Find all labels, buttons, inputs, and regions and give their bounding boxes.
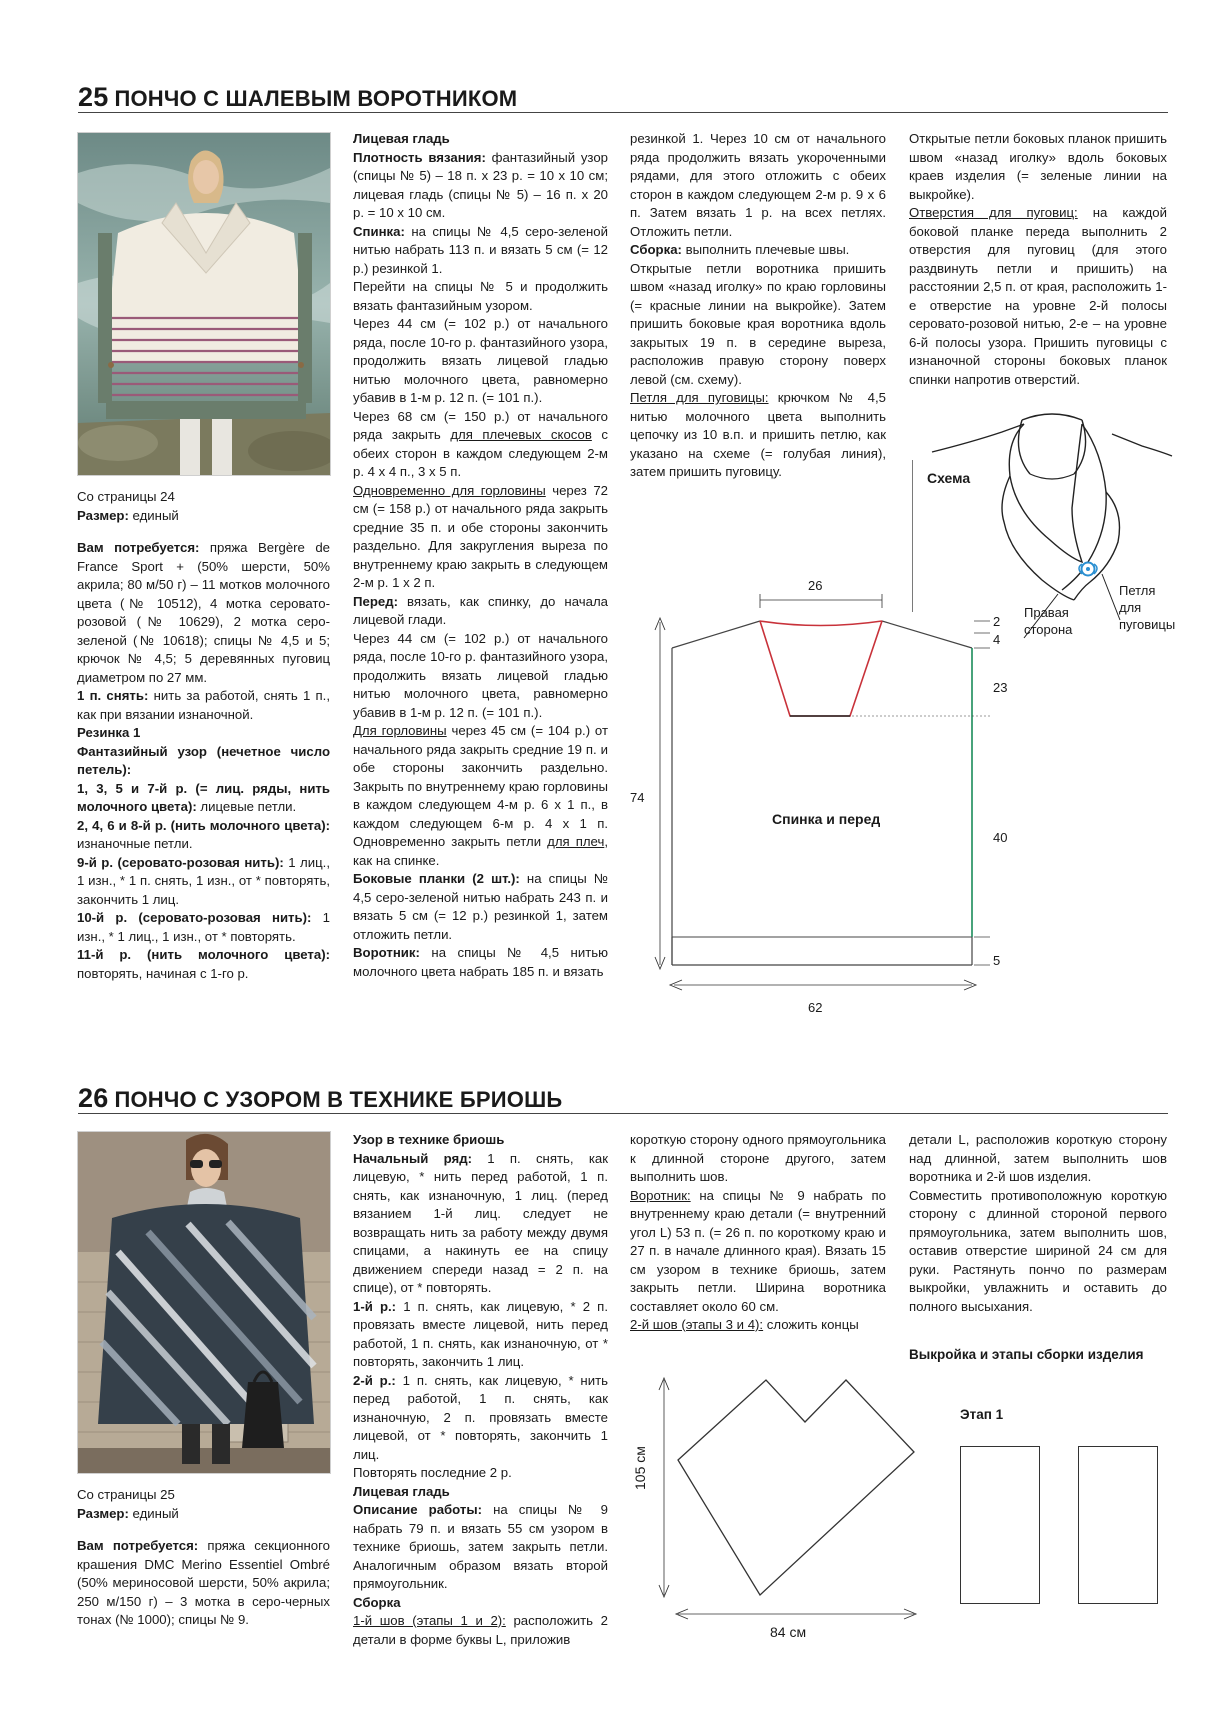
section-25-back-p2: Перейти на спицы № 5 и продолжить вязать фантазийным узором. (353, 279, 608, 313)
section-26-brioche-title (353, 1131, 608, 1150)
section-25-planks (353, 870, 608, 944)
section-25-planks-seam: Открытые петли боковых планок пришить швом «назад иголку» вдоль боковых краев изделия (= зеленые линии на выкройке). (909, 131, 1167, 202)
back-neckline (760, 621, 882, 626)
section-26-number: 26 (78, 1083, 109, 1113)
section-26-row-1-label: 1-й р.: (353, 1298, 397, 1314)
section-26-seam-1-cont: короткую сторону одного прямоугольника к длинной стороне другого, затем выполнить шов. (630, 1132, 886, 1184)
section-25-row-10 (77, 909, 330, 946)
section-25-collar (353, 944, 608, 981)
section-25-slip-text: нить за работой, снять 1 п., как при вязании изнаночной. (77, 688, 330, 722)
pattern-25-drawing (630, 570, 1020, 1020)
section-26-collar-text: на спицы № 9 набрать по внутреннему краю детали (= внутренний угол L) 53 п. (= 26 п. по короткому краю и 27 п. в начале длинного края). Вязать 15 см узором в технике бриошь, затем закрыть петли. Ширина воротника составляет около 60 см. (630, 1187, 886, 1314)
section-26-assembly-title-text: Сборка (353, 1594, 401, 1610)
section-25-back-p4-a: Через 68 см (= 150 р.) от начального ряда закрыть (353, 408, 608, 442)
section-26-row-1 (353, 1298, 608, 1372)
section-25-assembly (630, 241, 886, 260)
section-25-row-1-label: 1, 3, 5 и 7-й р. (= лиц. ряды, нить молочного цвета): (77, 780, 330, 814)
section-25-row-1-text: лицевые петли. (196, 799, 297, 814)
pattern-25 (630, 570, 1020, 1020)
section-25-buttonholes (909, 204, 1167, 389)
pattern-26-title: Выкройка и этапы сборки изделия (909, 1347, 1144, 1362)
section-25-front-neck-text: через 45 см (= 104 р.) от начального ряда закрыть средние 19 п. и обе стороны закончить раздельно. Закрыть по внутреннему краю горловины в каждом следующем 4-м р. 6 х 1 п., в каждом следующем 6-м р. 4 х 1 п. Одновременно закрыть петли (353, 723, 608, 849)
section-26-heading (78, 1083, 562, 1114)
section-26-size-label: Размер: (77, 1505, 129, 1521)
button-loop-label (1119, 582, 1175, 633)
dim-right-5: 5 (993, 953, 1001, 968)
pattern-26 (630, 1350, 930, 1640)
section-25-assembly-label: Сборка: (630, 242, 682, 257)
section-25-heading (78, 82, 517, 113)
spacer (77, 1523, 330, 1537)
section-26-seam-2-cont: детали L, расположив короткую сторону над длинной, затем выполнить шов воротника и 2-й шов изделия. (909, 1132, 1167, 1184)
stage-1-rectangle-2 (1078, 1446, 1158, 1604)
section-25-row-11 (77, 946, 330, 983)
section-25-stockinette-title-text: Лицевая гладь (353, 131, 450, 146)
section-25-planks-text: на спицы № 4,5 серо-зеленой нитью набрать 243 п. и вязать 5 см (= 12 р.) резинкой 1, затем отложить петли. (353, 871, 608, 942)
section-26-description (353, 1501, 608, 1594)
section-25-col-4 (909, 130, 1167, 389)
section-26-row-1-text: 1 п. снять, как лицевую, * 2 п. провязать вместе лицевой, нить перед работой, 1 п. снять, как изнаночную, от * повторять, закончить 1 лиц. (353, 1298, 608, 1369)
section-25-row-10-label: 10-й р. (серовато-розовая нить): (77, 910, 312, 925)
section-25-front-text: вязать, как спинку, до начала лицевой глади. (353, 593, 608, 627)
dim-bottom-value: 62 (808, 1000, 823, 1015)
section-25-row-11-label: 11-й р. (нить молочного цвета): (77, 947, 330, 962)
section-25-assembly-text: выполнить плечевые швы. (681, 242, 850, 257)
section-25-col-1 (77, 488, 330, 983)
section-26-col-2 (353, 1131, 608, 1649)
section-25-row-2-label: 2, 4, 6 и 8-й р. (нить молочного цвета): (77, 817, 330, 833)
section-26-finish: Совместить противоположную короткую сторону с длинной стороной первого прямоугольника, затем выполнить шов, оставив отверстие шириной 24 см для руки. Растянуть пончо по размерам выкройки, увлажнить и оставить до полного высыхания. (909, 1187, 1167, 1314)
right-side-label-line-1: Правая (1024, 605, 1069, 620)
spacer (77, 525, 330, 539)
section-25-front-neck-underline-2: для плеч (547, 834, 605, 849)
dim-right-1: 2 (993, 614, 1001, 629)
section-25-neck-underline: Одновременно для горловины (353, 482, 546, 498)
section-25-back-label: Спинка: (353, 223, 405, 239)
section-25-density (353, 149, 608, 223)
section-26-size-value: единый (128, 1505, 179, 1521)
section-26-seam-1 (353, 1612, 608, 1649)
section-25-buttonholes-underline: Отверстия для пуговиц: (909, 205, 1078, 220)
front-neckline (760, 621, 882, 716)
section-25-front-neck-text-2: , как на спинке. (353, 834, 608, 868)
section-25-col-2 (353, 130, 608, 981)
section-25-size-label: Размер: (77, 507, 129, 523)
section-25-row-9 (77, 854, 330, 910)
section-25-front-neck (353, 722, 608, 870)
section-26-materials-text: пряжа секционного крашения DMC Merino Essentiel Ombré (50% мериносовой шерсти, 50% акрила; 250 м/150 г) – 3 мотка в серо-черных тонах (№ 1000); спицы № 9. (77, 1538, 330, 1627)
right-side-label (1024, 604, 1072, 638)
stage-1-label: Этап 1 (960, 1407, 1004, 1422)
section-25-row-9-text: 1 лиц., 1 изн., * 1 п. снять, 1 изн., от * повторять, закончить 1 лиц. (77, 854, 330, 907)
section-26-materials (77, 1537, 330, 1630)
section-25-materials (77, 539, 330, 687)
section-26-seam-1-underline: 1-й шов (этапы 1 и 2): (353, 1613, 506, 1628)
section-25-buttonholes-text: на каждой боковой планке переда выполнить 2 отверстия для пуговиц (для этого раздвинуть петли и пришить) на расстоянии 2,5 п. от края, расположить 1-е отверстие на уровне 2-й полосы серовато-розовой нитью, 2-е – на уровне 6-й полосы узора. Пришить пуговицы с изнаночной стороны боковых планок спинки напротив отверстий. (909, 205, 1167, 387)
section-25-title: ПОНЧО С ШАЛЕВЫМ ВОРОТНИКОМ (114, 86, 518, 111)
section-25-from-page: Со страницы 24 (77, 489, 175, 504)
section-26-col-3 (630, 1131, 886, 1335)
section-25-materials-text: пряжа Bergère de France Sport + (50% шерсти, 50% акрила; 80 м/50 г) – 11 мотков молочного цвета (№ 10512), 4 мотка серовато-розовой (№ 10629), 2 мотка серо-зеленой (№ 10618); спицы № 4,5 и 5; крючок № 4,5; 5 деревянных пуговиц диаметром по 27 мм. (77, 540, 331, 685)
section-25-collar-text: на спицы № 4,5 нитью молочного цвета набрать 185 п. и вязать (353, 945, 608, 979)
section-26-col-4 (909, 1131, 1167, 1316)
dim-top-value: 26 (808, 578, 823, 593)
section-25-back-p4-b: с обеих сторон в каждом следующем 2-м р. 4 х 4 п., 3 х 5 п. (353, 427, 608, 479)
section-26-photo (77, 1131, 331, 1474)
section-26-start-row-label: Начальный ряд: (353, 1150, 472, 1166)
dim-width-value: 84 см (770, 1624, 807, 1640)
section-26-description-label: Описание работы: (353, 1502, 483, 1517)
section-25-col-3 (630, 130, 886, 482)
scheme-label: Схема (927, 470, 971, 486)
section-25-row-2 (77, 817, 330, 854)
section-26-seam-2 (630, 1316, 886, 1335)
section-26-repeat: Повторять последние 2 р. (353, 1465, 512, 1480)
pattern-piece-label: Спинка и перед (772, 811, 881, 827)
section-25-back-p4 (353, 408, 608, 482)
section-25-front-label: Перед: (353, 593, 398, 609)
section-26-from-page: Со страницы 25 (77, 1487, 175, 1502)
section-25-planks-label: Боковые планки (2 шт.): (353, 871, 520, 886)
section-25-number: 25 (78, 82, 109, 112)
section-26-collar-underline: Воротник: (630, 1187, 691, 1203)
section-26-collar (630, 1187, 886, 1317)
section-25-back-p3: Через 44 см (= 102 р.) от начального ряда, после 10-го р. фантазийного узора, продолжить вязать лицевой гладью нитью молочного цвета, равномерно убавив в 1-м р. 12 п. (= 101 п.). (353, 316, 608, 405)
dim-right-2: 4 (993, 632, 1001, 647)
section-25-row-2-text: изнаночные петли. (77, 836, 193, 851)
section-25-size (77, 507, 330, 526)
button-loop-label-line-1: Петля (1119, 583, 1156, 598)
section-26-brioche-title-text: Узор в технике бриошь (353, 1132, 505, 1147)
section-25-density-text: фантазийный узор (спицы № 5) – 18 п. х 23 р. = 10 х 10 см; лицевая гладь (спицы № 5) – 16 п. х 20 р. = 10 х 10 см. (353, 149, 608, 220)
section-25-back-text: на спицы № 4,5 серо-зеленой нитью набрать 113 п. и вязать 5 см (= 12 р.) резинкой 1. (353, 223, 608, 276)
section-25-front (353, 593, 608, 630)
button-loop-label-line-2: для (1119, 600, 1142, 615)
section-25-button-loop-text: крючком № 4,5 нитью молочного цвета выполнить цепочку из 10 в.п. и пришить петлю, как указано на схеме (= голубая линия), затем пришить пуговицу. (630, 390, 886, 479)
section-25-photo-illustration (78, 133, 330, 475)
section-26-stockinette-text: Лицевая гладь (353, 1483, 450, 1499)
section-26-col-1 (77, 1486, 330, 1630)
dim-left-value: 74 (630, 790, 645, 805)
section-26-photo-illustration (78, 1132, 330, 1473)
section-25-rib-title (77, 724, 330, 743)
section-26-materials-label: Вам потребуется: (77, 1538, 199, 1553)
section-25-fancy-title-text: Фантазийный узор (нечетное число петель): (77, 743, 330, 777)
section-25-row-9-label: 9-й р. (серовато-розовая нить): (77, 854, 284, 870)
section-25-rule (78, 112, 1168, 113)
section-26-row-2 (353, 1372, 608, 1465)
section-25-collar-label: Воротник: (353, 945, 420, 960)
section-25-size-value: единый (128, 507, 179, 523)
section-25-neck (353, 482, 608, 593)
section-25-materials-label: Вам потребуется: (77, 540, 200, 555)
section-25-photo (77, 132, 331, 476)
section-25-fancy-title (77, 743, 330, 780)
section-26-seam-2-underline: 2-й шов (этапы 3 и 4): (630, 1317, 764, 1332)
dim-right-3: 23 (993, 680, 1008, 695)
button-loop-label-line-3: пуговицы (1119, 617, 1176, 632)
dim-height-value: 105 см (632, 1446, 648, 1490)
stage-1-rectangle-1 (960, 1446, 1040, 1604)
section-25-front-neck-underline: Для горловины (353, 723, 447, 738)
section-26-size (77, 1505, 330, 1524)
section-26-start-row-text: 1 п. снять, как лицевую, * нить перед работой, 1 п. снять, как изнаночную, 1 лиц. (перед вязанием 1-й лиц. следует не возвращать нить за работу между двумя спицами, а накинуть ее на спицу движением спереди назад = 2 п. на спице), от * повторять. (353, 1150, 608, 1295)
section-25-row-1 (77, 780, 330, 817)
section-25-stockinette-title (353, 130, 608, 149)
section-26-title: ПОНЧО С УЗОРОМ В ТЕХНИКЕ БРИОШЬ (114, 1087, 563, 1112)
section-26-row-2-text: 1 п. снять, как лицевую, * нить перед работой, 1 п. снять, как изнаночную, 2 п. провязать вместе лицевой, от * повторять, закончить 1 лиц. (353, 1372, 608, 1462)
section-25-row-10-text: 1 изн., * 1 лиц., 1 изн., от * повторять. (77, 910, 331, 944)
section-25-button-loop (630, 389, 886, 482)
section-25-slip-label: 1 п. снять: (77, 688, 149, 703)
poncho-outline (678, 1380, 914, 1595)
section-26-assembly-title (353, 1594, 608, 1613)
section-25-rib-title-text: Резинка 1 (77, 725, 141, 740)
section-25-slip (77, 687, 330, 724)
section-25-front-p2: Через 44 см (= 102 р.) от начального ряда, после 10-го р. фантазийного узора, продолжить вязать лицевой гладью нитью молочного цвета, равномерно убавив в 1-м р. 12 п. (= 101 п.). (353, 630, 608, 720)
section-26-row-2-label: 2-й р.: (353, 1372, 396, 1388)
right-side-label-line-2: сторона (1024, 622, 1073, 637)
dim-right-4: 40 (993, 830, 1008, 845)
section-26-seam-2-text: сложить концы (763, 1317, 859, 1332)
section-26-description-text: на спицы № 9 набрать 79 п. и вязать 55 см узором в технике бриошь, затем закрыть петли. Аналогичным образом вязать второй прямоугольник. (353, 1502, 609, 1591)
section-25-density-label: Плотность вязания: (353, 149, 486, 165)
section-26-seam-1-text: расположить 2 детали в форме буквы L, приложив (353, 1613, 608, 1647)
section-25-neck-text: через 72 см (= 158 р.) от начального ряда закрыть средние 35 п. и обе стороны закончить раздельно. Для закругления выреза по внутреннему краю закрыть в следующем 2-м р. 1 х 2 п. (353, 482, 608, 590)
section-25-back-p4-underline: для плечевых скосов (450, 427, 592, 442)
section-26-rule (78, 1113, 1168, 1114)
section-25-row-11-text: повторять, начиная с 1-го р. (77, 965, 249, 981)
pattern-26-drawing (630, 1350, 930, 1640)
section-26-start-row (353, 1150, 608, 1298)
section-25-back (353, 223, 608, 279)
section-25-button-loop-underline: Петля для пуговицы: (630, 390, 769, 405)
section-26-stockinette (353, 1483, 608, 1502)
section-25-assembly-p2: Открытые петли воротника пришить швом «назад иголку» по краю горловины (= красные линии на выкройке). Затем пришить боковые края воротника вдоль закрытых 19 п. в середине выреза, расположив правую сторону поверх левой (см. схему). (630, 260, 886, 387)
section-25-collar-cont: резинкой 1. Через 10 см от начального ряда продолжить вязать укороченными рядами, для этого отложить с обеих сторон в каждом следующем 2-м р. 9 х 6 п. Затем вязать 1 р. на всех петлях. Отложить петли. (630, 131, 886, 239)
